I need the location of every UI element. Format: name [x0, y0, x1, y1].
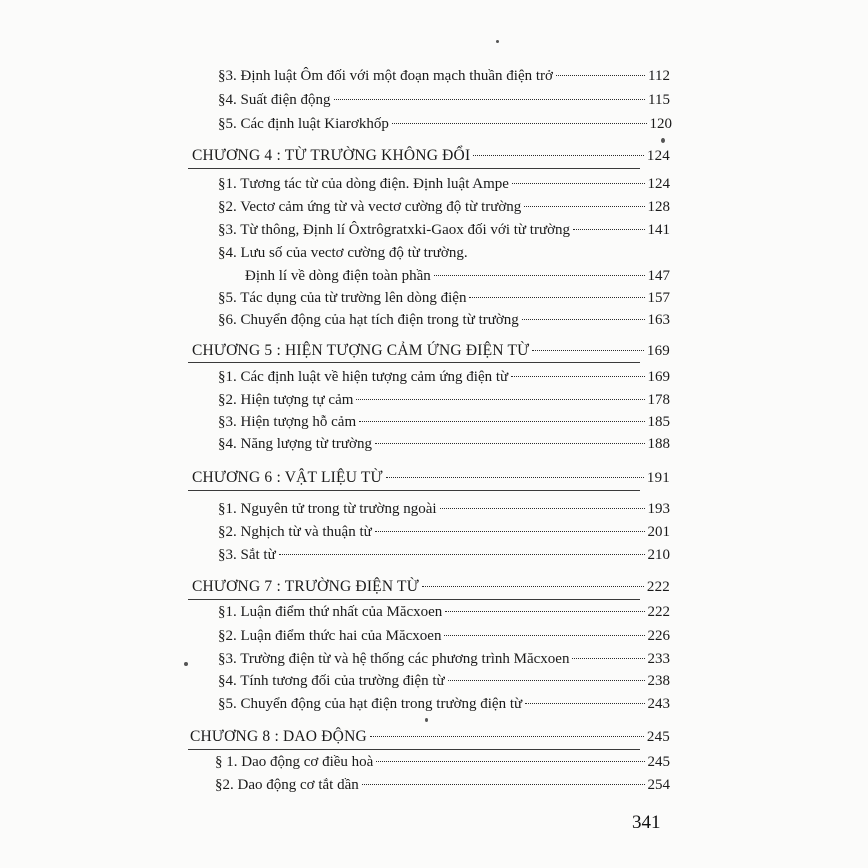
toc-entry-page: 254 — [647, 777, 670, 793]
toc-entry-page: 115 — [648, 92, 670, 108]
toc-entry-page: 226 — [647, 628, 670, 644]
chapter-title: CHƯƠNG 6 : VẬT LIỆU TỪ — [192, 469, 383, 486]
toc-entry-title: §3. Hiện tượng hỗ cảm — [218, 414, 357, 430]
dot-leader — [440, 508, 645, 509]
chapter-page: 222 — [646, 579, 670, 595]
dot-leader — [448, 680, 645, 681]
toc-entry — [218, 669, 670, 693]
toc-entry-title: §1. Luận điểm thứ nhất của Măcxoen — [218, 604, 443, 620]
toc-entry-title: §3. Từ thông, Định lí Ôxtrôgratxki-Gaox đối với từ trường — [218, 222, 571, 238]
dot-leader — [362, 784, 645, 785]
toc-entry — [218, 365, 670, 389]
chapter-heading — [190, 725, 670, 749]
toc-entry-page: 178 — [647, 392, 670, 408]
toc-entry-title: §3. Sắt từ — [218, 547, 276, 563]
toc-entry-title: §2. Hiện tượng tự cảm — [218, 392, 354, 408]
toc-entry-page: 233 — [647, 651, 670, 667]
toc-entry — [218, 172, 670, 196]
toc-entry — [218, 647, 670, 671]
dot-leader — [524, 206, 644, 207]
toc-entry-title: §2. Vectơ cảm ứng từ và vectơ cường độ từ trường — [218, 199, 522, 215]
toc-entry-title: §3. Trường điện từ và hệ thống các phương trình Măcxoen — [218, 651, 570, 667]
chapter-page: 169 — [646, 343, 670, 359]
toc-entry-title: §2. Luận điểm thức hai của Măcxoen — [218, 628, 442, 644]
toc-entry-page: 169 — [647, 369, 670, 385]
toc-entry-title: §1. Tương tác từ của dòng điện. Định luật Ampe — [218, 176, 509, 192]
toc-entry — [218, 497, 670, 521]
chapter-divider — [188, 168, 640, 169]
toc-entry — [218, 624, 670, 648]
toc-entry-title: §2. Nghịch từ và thuận từ — [218, 524, 372, 540]
toc-entry — [218, 88, 670, 112]
chapter-heading — [192, 339, 670, 363]
toc-entry-title: §4. Lưu số của vectơ cường độ từ trường. — [218, 245, 468, 261]
toc-entry — [218, 286, 670, 310]
toc-entry — [218, 241, 670, 265]
chapter-title: CHƯƠNG 8 : DAO ĐỘNG — [190, 728, 367, 745]
toc-entry-title: §3. Định luật Ôm đối với một đoạn mạch thuần điện trở — [218, 68, 553, 84]
dot-leader — [422, 586, 644, 587]
chapter-divider — [188, 490, 640, 491]
dot-leader — [573, 229, 644, 230]
toc-entry-title: §4. Năng lượng từ trường — [218, 436, 372, 452]
dot-leader — [356, 399, 644, 400]
toc-entry-title: §2. Dao động cơ tắt dần — [215, 777, 359, 793]
toc-entry — [218, 520, 670, 544]
print-speck — [661, 138, 665, 143]
dot-leader — [445, 611, 644, 612]
chapter-title: CHƯƠNG 5 : HIỆN TƯỢNG CẢM ỨNG ĐIỆN TỪ — [192, 342, 530, 359]
toc-entry — [215, 750, 670, 774]
toc-entry — [218, 218, 670, 242]
toc-entry-title: §1. Các định luật về hiện tượng cảm ứng điện từ — [218, 369, 509, 385]
toc-entry-page: 112 — [648, 68, 670, 84]
dot-leader — [375, 531, 645, 532]
toc-entry-title: Định lí về dòng điện toàn phần — [245, 268, 431, 284]
dot-leader — [434, 275, 645, 276]
toc-entry — [218, 308, 670, 332]
dot-leader — [376, 761, 644, 762]
dot-leader — [511, 376, 644, 377]
toc-entry — [218, 543, 670, 567]
toc-entry-title: § 1. Dao động cơ điều hoà — [215, 754, 374, 770]
toc-entry-title: §5. Các định luật Kiarơkhốp — [218, 116, 389, 132]
chapter-heading — [192, 466, 670, 490]
toc-entry-page: 188 — [647, 436, 670, 452]
toc-entry — [218, 388, 670, 412]
toc-entry-page: 147 — [647, 268, 670, 284]
toc-entry-page: 201 — [647, 524, 670, 540]
chapter-title: CHƯƠNG 7 : TRƯỜNG ĐIỆN TỪ — [192, 578, 419, 595]
dot-leader — [572, 658, 644, 659]
toc-entry-page: 128 — [647, 199, 670, 215]
dot-leader — [525, 703, 644, 704]
toc-entry — [218, 432, 670, 456]
toc-entry-page: 124 — [647, 176, 670, 192]
toc-entry-page: 157 — [647, 290, 670, 306]
dot-leader — [469, 297, 644, 298]
toc-entry-title: §5. Tác dụng của từ trường lên dòng điện — [218, 290, 467, 306]
toc-entry-page: 163 — [647, 312, 670, 328]
dot-leader — [522, 319, 645, 320]
toc-entry — [215, 773, 670, 797]
chapter-page: 191 — [646, 470, 670, 486]
dot-leader — [444, 635, 644, 636]
dot-leader — [359, 421, 644, 422]
chapter-heading — [192, 144, 670, 168]
toc-entry-page: 245 — [647, 754, 670, 770]
toc-entry-title: §4. Suất điện động — [218, 92, 331, 108]
toc-entry-title: §5. Chuyển động của hạt điện trong trường điện từ — [218, 696, 523, 712]
toc-entry — [218, 410, 670, 434]
toc-entry — [218, 112, 672, 136]
dot-leader — [334, 99, 646, 100]
print-speck — [184, 662, 188, 666]
page-number: 341 — [632, 812, 661, 833]
toc-entry — [218, 692, 670, 716]
toc-entry — [218, 600, 670, 624]
toc-entry-page: 243 — [647, 696, 670, 712]
toc-entry-page: 185 — [647, 414, 670, 430]
toc-entry-page: 193 — [647, 501, 670, 517]
print-speck — [425, 718, 428, 722]
toc-entry-title: §4. Tính tương đối của trường điện từ — [218, 673, 445, 689]
toc-entry-page: 210 — [647, 547, 670, 563]
print-speck — [496, 40, 499, 43]
toc-entry-page: 120 — [649, 116, 672, 132]
dot-leader — [556, 75, 645, 76]
dot-leader — [392, 123, 647, 124]
chapter-divider — [188, 362, 640, 363]
dot-leader — [375, 443, 645, 444]
chapter-title: CHƯƠNG 4 : TỪ TRƯỜNG KHÔNG ĐỔI — [192, 147, 471, 164]
chapter-page: 245 — [646, 729, 670, 745]
toc-entry-page: 238 — [647, 673, 670, 689]
chapter-page: 124 — [646, 148, 670, 164]
dot-leader — [473, 155, 644, 156]
dot-leader — [370, 736, 644, 737]
toc-entry — [218, 195, 670, 219]
dot-leader — [386, 477, 644, 478]
dot-leader — [512, 183, 645, 184]
toc-entry — [245, 264, 670, 288]
toc-entry — [218, 64, 670, 88]
dot-leader — [532, 350, 644, 351]
chapter-heading — [192, 575, 670, 599]
dot-leader — [279, 554, 645, 555]
toc-entry-title: §6. Chuyển động của hạt tích điện trong từ trường — [218, 312, 519, 328]
toc-entry-page: 222 — [647, 604, 670, 620]
toc-entry-page: 141 — [647, 222, 670, 238]
toc-entry-title: §1. Nguyên tử trong từ trường ngoài — [218, 501, 437, 517]
